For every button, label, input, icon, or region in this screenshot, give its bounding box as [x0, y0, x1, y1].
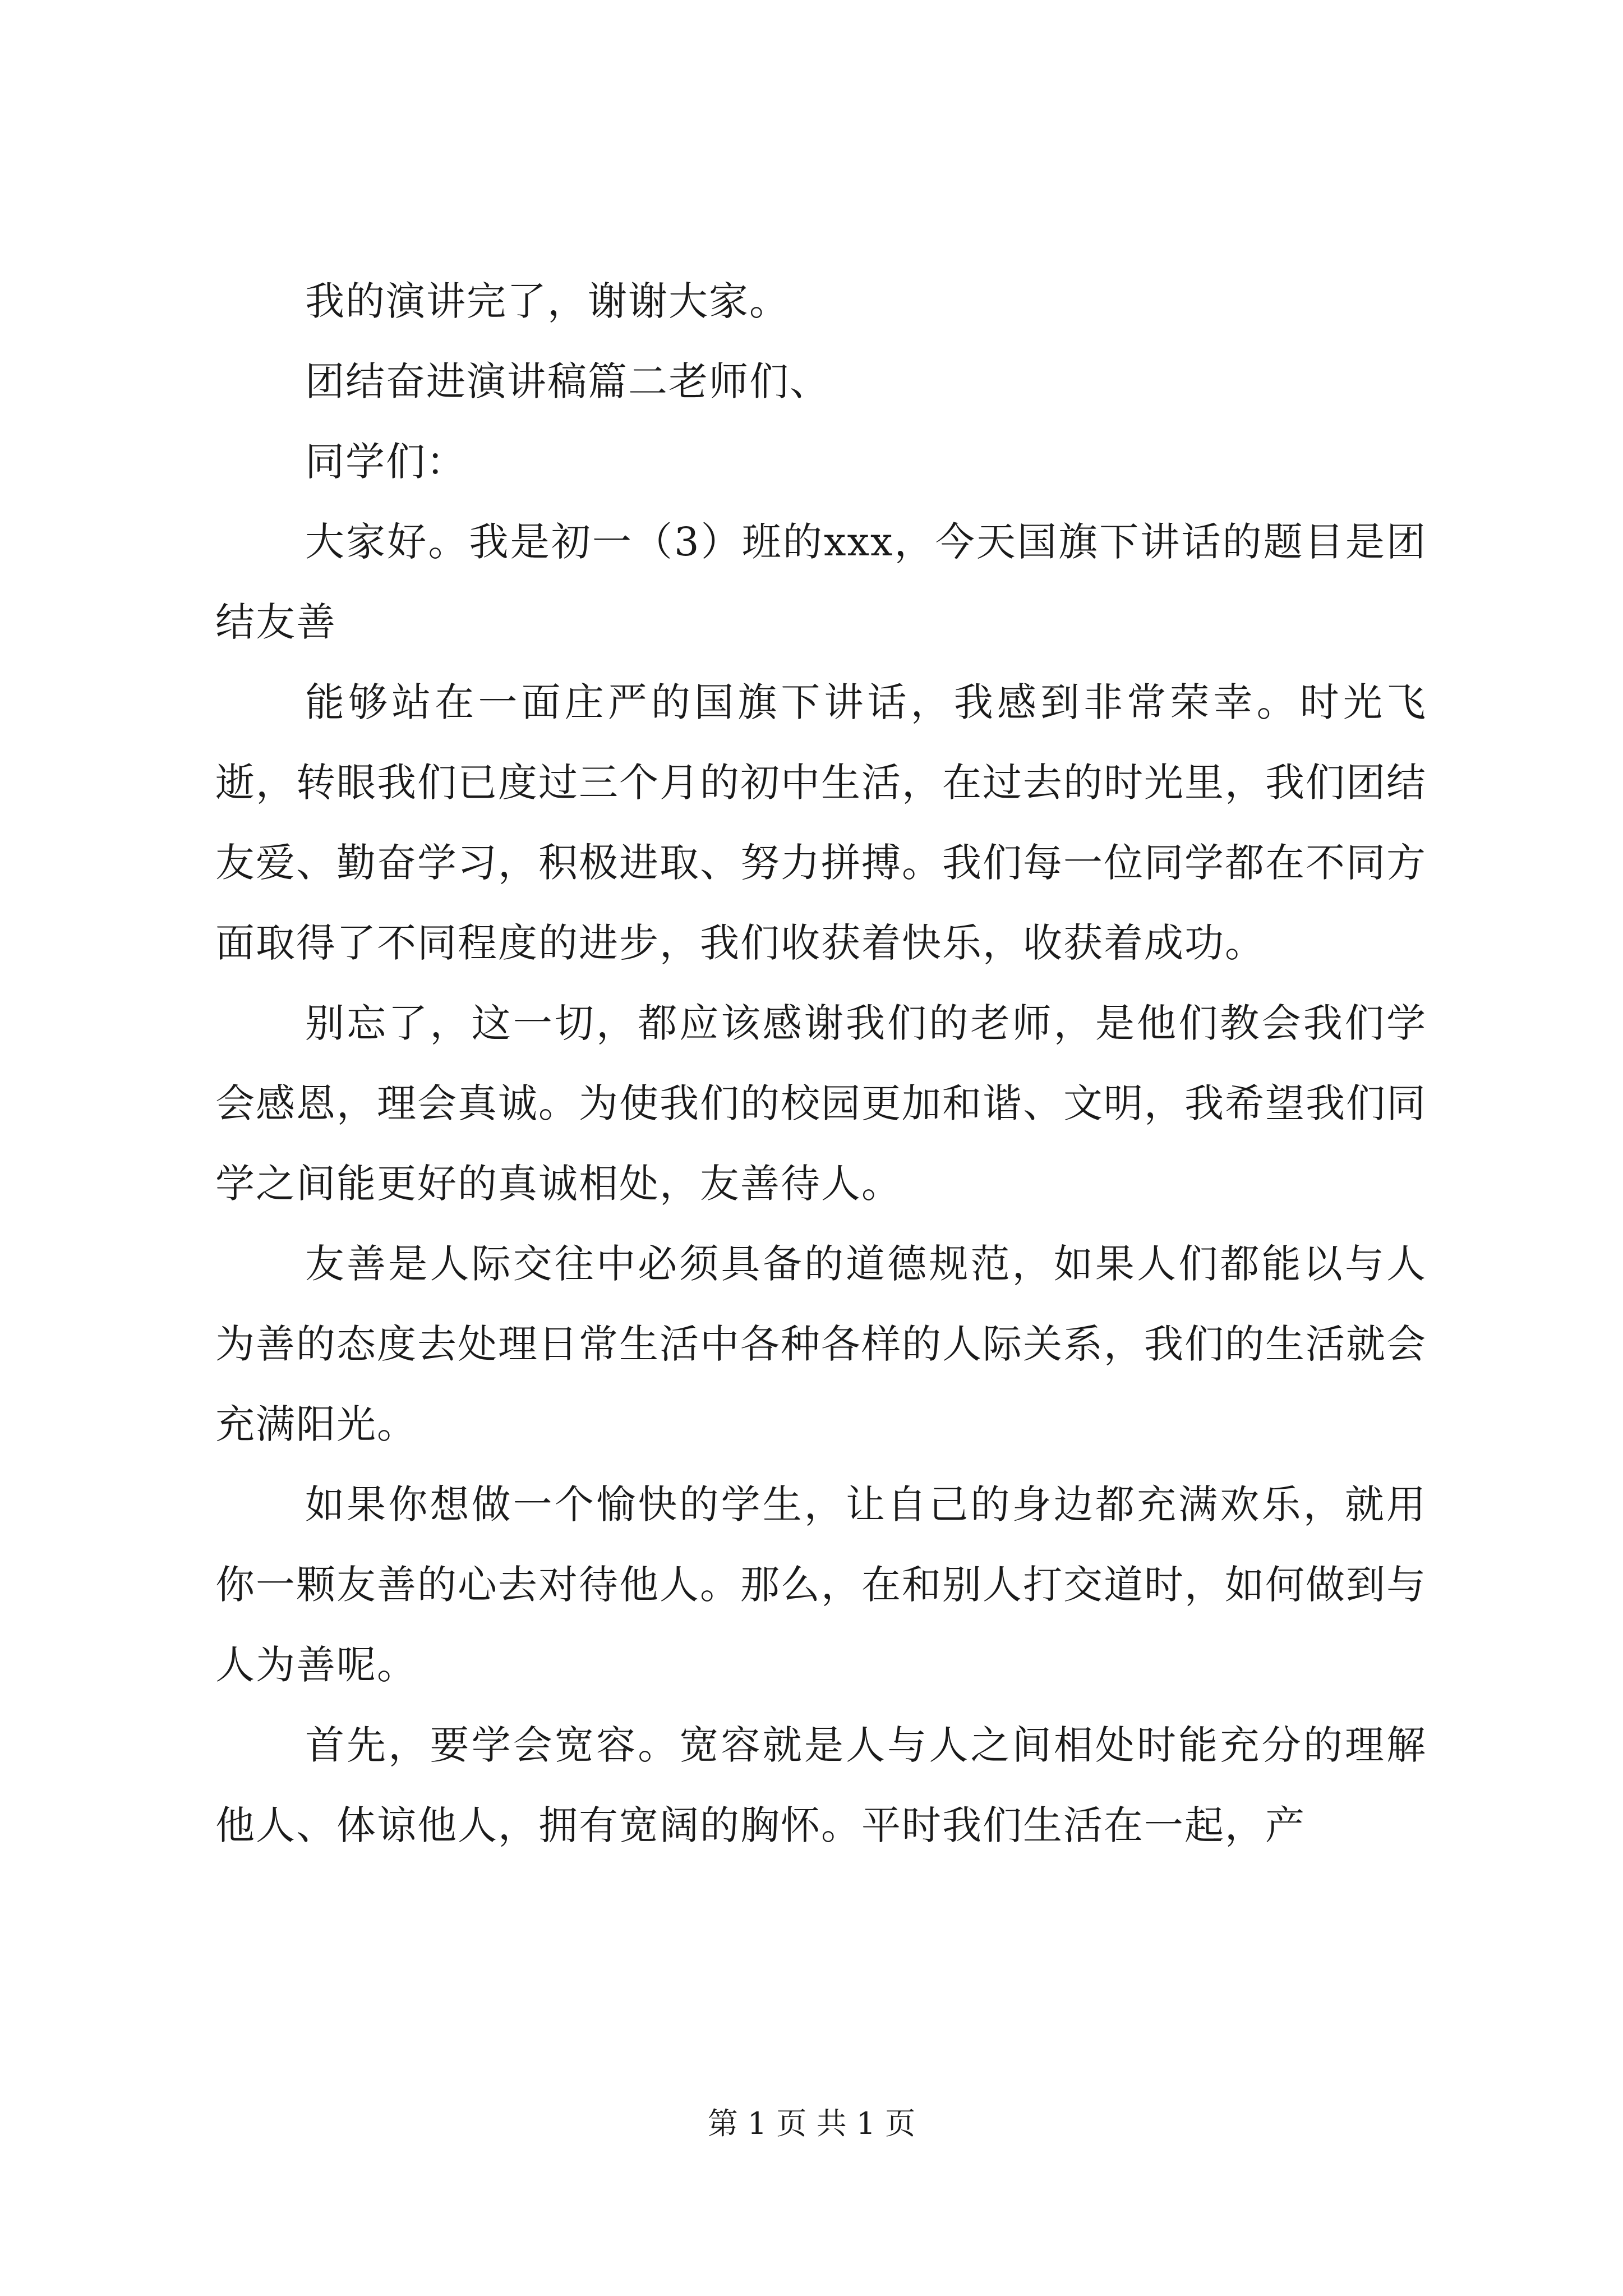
document-body: [215, 261, 1427, 1866]
paragraph-body: 别忘了，这一切，都应该感谢我们的老师，是他们教会我们学会感恩，理会真诚。为使我们的校园更加和谐、文明，我希望我们同学之间能更好的真诚相处，友善待人。: [215, 1000, 1427, 1207]
paragraph-body: 友善是人际交往中必须具备的道德规范，如果人们都能以与人为善的态度去处理日常生活中各种各样的人际关系，我们的生活就会充满阳光。: [215, 1241, 1427, 1447]
paragraph-closing: 我的演讲完了，谢谢大家。: [305, 278, 790, 324]
paragraph-greeting: 大家好。我是初一（3）班的xxx，今天国旗下讲话的题目是团结友善: [215, 519, 1427, 645]
paragraph-body: 能够站在一面庄严的国旗下讲话，我感到非常荣幸。时光飞逝，转眼我们已度过三个月的初中生活，在过去的时光里，我们团结友爱、勤奋学习，积极进取、努力拼搏。我们每一位同学都在不同方面取得了不同程度的进步，我们收获着快乐，收获着成功。: [215, 679, 1427, 966]
paragraph-body: 首先，要学会宽容。宽容就是人与人之间相处时能充分的理解他人、体谅他人，拥有宽阔的胸怀。平时我们生活在一起，产: [215, 1722, 1427, 1848]
page-footer: 第 1 页 共 1 页: [707, 2106, 916, 2141]
paragraph-title: 团结奋进演讲稿篇二老师们、: [305, 358, 830, 404]
paragraph-body: 如果你想做一个愉快的学生，让自己的身边都充满欢乐，就用你一颗友善的心去对待他人。那么，在和别人打交道时，如何做到与人为善呢。: [215, 1481, 1427, 1688]
paragraph-salutation: 同学们：: [305, 439, 467, 485]
